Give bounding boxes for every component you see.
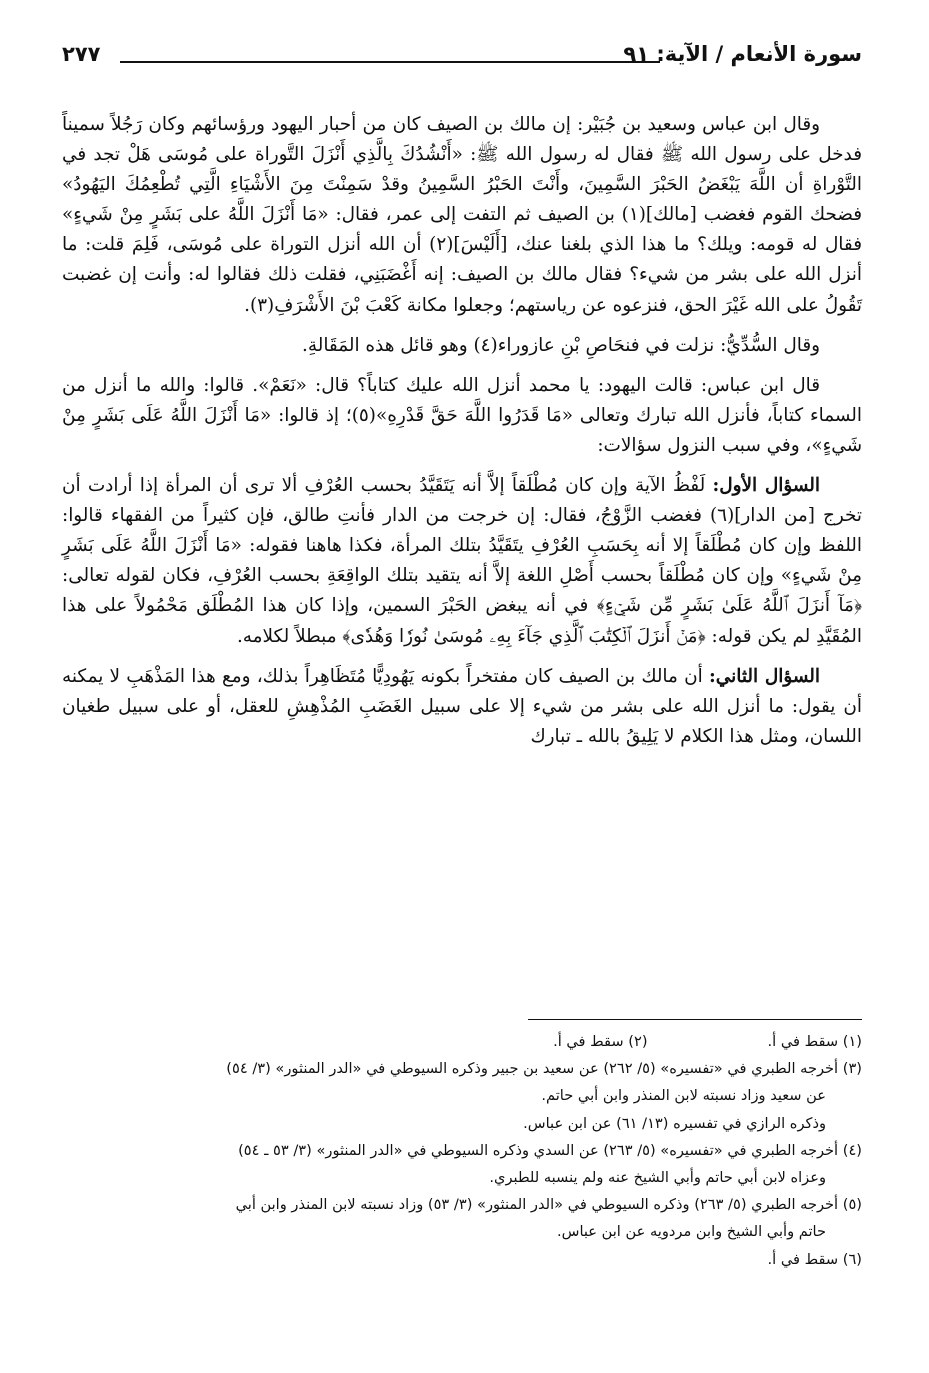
paragraph-text: لَفْظُ الآية وإن كان مُطْلَقاً إلاَّ أنه يَتَقَيَّدُ بحسب العُرْفِ ألا ترى أن المرأة إذا أرادت أن تخرج [من الدار](٦) فغضب الزَّوْجُ، فقال: إن خرجت من الدار فأنتِ طالق، فإن كثيراً من الفقهاء قالوا: اللفظ وإن كان مُطْلَقاً إلا أنه بِحَسَبِ العُرْفِ يتَقَيَّدُ بتلك المرأة، فكذا هاهنا فقوله: «مَا أَنْزَلَ اللَّهُ عَلَى بَشَرٍ مِنْ شَيءٍ» وإن كان مُطْلَقاً بحسب أَصْلِ اللغة إلاَّ أنه يتقيد بتلك الواقِعَةِ بحسب العُرْفِ، فكان لقوله تعالى: ﴿مَآ أَنزَلَ ٱللَّهُ عَلَىٰ بَشَرٍ مِّن شَيۡءٍ﴾ في أنه يبغض الحَبْرَ السمين، وإذا كان هذا المُطْلَق مَحْمُولاً على هذا المُقَيَّدِ لم يكن قوله: ﴿مَنۡ أَنزَلَ ٱلۡكِتَٰبَ ٱلَّذِي جَآءَ بِهِۦ مُوسَىٰ نُورٗا وَهُدٗى﴾ مبطلاً لكلامه. bbox=[62, 475, 862, 647]
question-paragraph bbox=[62, 662, 862, 752]
footnote-row bbox=[62, 1028, 862, 1055]
paragraph-text: وقال السُّدِّيُّ: نزلت في فنحَاصِ بْنِ عازوراء(٤) وهو قائل هذه المَقَالةِ. bbox=[302, 334, 820, 356]
question-label: السؤال الثاني: bbox=[709, 665, 820, 687]
footnote-continuation: وعزاه لابن أبي حاتم وأبي الشيخ عنه ولم ينسبه للطبري. bbox=[489, 1169, 826, 1187]
footnote-continuation: عن سعيد وزاد نسبته لابن المنذر وابن أبي حاتم. bbox=[541, 1087, 826, 1105]
footnote: (١) سقط في أ. bbox=[767, 1033, 862, 1050]
paragraph-text: وقال ابن عباس وسعيد بن جُبَيْر: إن مالك بن الصيف كان من أحبار اليهود ورؤسائهم وكان رَجُلاً سميناً فدخل على رسول الله ﷺ فقال له رسول الله ﷺ: «أَنْشُدُكَ بِالَّذِي أَنْزَلَ التَّوراة على مُوسَى هَلْ تجد في التَّوْراةِ أن اللَّهَ يَبْغَضُ الحَبْرَ السَّمِينَ، وأَنْتَ الحَبْرُ السَّمِينُ وقدْ سَمِنْتَ مِنَ الأَشْيَاءِ الَّتِي تُطْعِمُكَ اليَهُودُ» فضحك القوم فغضب [مالك](١) بن الصيف ثم التفت إلى عمر، فقال: «مَا أَنْزَلَ اللَّهُ على بَشَرٍ مِنْ شَيءٍ» فقال له قومه: ويلك؟ ما هذا الذي بلغنا عنك، [أَلَيْسَ](٢) أن الله أنزل التوراة على مُوسَى، فَلِمَ قلت: ما أنزل الله على بشر من شيء؟ فقال مالك بن الصيف: إنه أَغْضَبَنِي، فقلت ذلك فقالوا له: وأنت إن غضبت تَقُولُ على الله غَيْرَ الحق، فنزعوه عن رياستهم؛ وجعلوا مكانة كَعْبَ بْنَ الأَشْرَفِ(٣). bbox=[62, 114, 863, 316]
footnotes bbox=[62, 1028, 862, 1273]
footnotes-divider bbox=[528, 1019, 862, 1020]
paragraph bbox=[62, 110, 862, 321]
footnote-continuation: وذكره الرازي في تفسيره (١٣/ ٦١) عن ابن عباس. bbox=[523, 1114, 826, 1132]
footnote: (٢) سقط في أ. bbox=[553, 1033, 648, 1050]
footnote-continuation: حاتم وأبي الشيخ وابن مردويه عن ابن عباس. bbox=[556, 1223, 826, 1241]
question-paragraph bbox=[62, 471, 862, 652]
footnote: (٦) سقط في أ. bbox=[767, 1250, 862, 1268]
main-text bbox=[62, 110, 862, 752]
page-number: ٢٧٧ bbox=[62, 42, 101, 66]
running-title: سورة الأنعام / الآية: ٩١ bbox=[623, 42, 862, 66]
paragraph-text: أن مالك بن الصيف كان مفتخراً بكونه يَهُودِيًّا مُتَظَاهِراً بذلك، ومع هذا المَذْهَبِ لا يمكنه أن يقول: ما أنزل الله على بشر من شيء إلا على سبيل الغَضَبِ المُذْهِشِ للعقل، أو على سبيل طغيان اللسان، ومثل هذا الكلام لا يَلِيقُ بالله ـ تبارك bbox=[62, 665, 862, 747]
page-header bbox=[62, 40, 862, 80]
footnote: (٣) أخرجه الطبري في «تفسيره» (٥/ ٢٦٢) عن سعيد بن جبير وذكره السيوطي في «الدر المنثور» (٣/ ٥٤) bbox=[226, 1060, 862, 1078]
paragraph bbox=[62, 331, 862, 361]
paragraph-text: قال ابن عباس: قالت اليهود: يا محمد أنزل الله عليك كتاباً؟ قال: «نَعَمْ». قالوا: والله ما أنزل من السماء كتاباً، فأنزل الله تبارك وتعالى «مَا قَدَرُوا اللَّهَ حَقَّ قَدْرِهِ»(٥)؛ إذ قالوا: «مَا أَنْزَلَ اللَّهُ عَلَى بَشَرٍ مِنْ شَيءٍ»، وفي سبب النزول سؤالات: bbox=[62, 374, 862, 456]
question-label: السؤال الأول: bbox=[712, 475, 820, 497]
header-rule bbox=[120, 61, 660, 63]
footnote: (٤) أخرجه الطبري في «تفسيره» (٥/ ٢٦٣) عن السدي وذكره السيوطي في «الدر المنثور» (٣/ ٥٣ ـ ٥٤) bbox=[238, 1141, 862, 1159]
footnote: (٥) أخرجه الطبري (٥/ ٢٦٣) وذكره السيوطي في «الدر المنثور» (٣/ ٥٣) وزاد نسبته لابن المنذر وابن أبي bbox=[235, 1196, 862, 1214]
paragraph bbox=[62, 371, 862, 461]
